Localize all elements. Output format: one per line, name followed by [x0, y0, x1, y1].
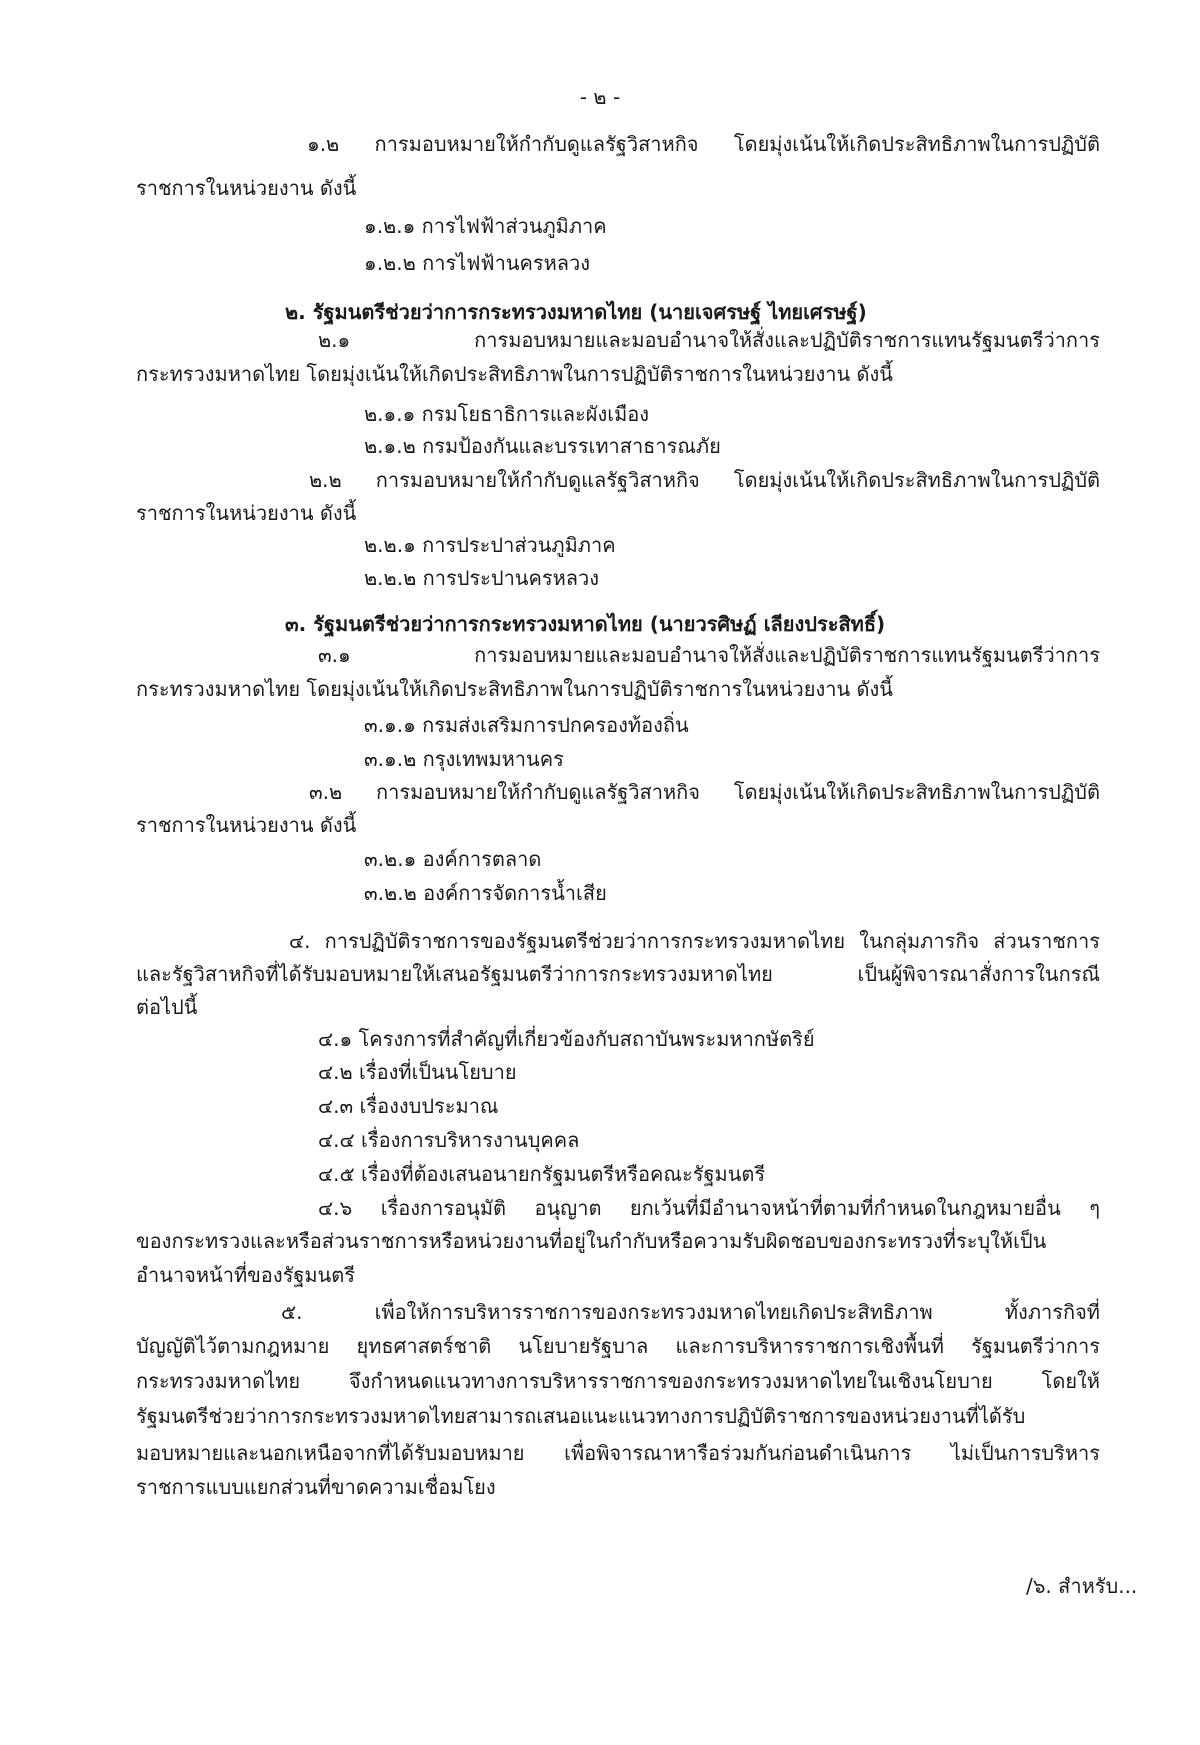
text-line: ต่อไปนี้ [136, 995, 198, 1019]
text-line: ราชการในหน่วยงาน ดังนี้ [136, 501, 357, 525]
text-line: กระทรวงมหาดไทย โดยมุ่งเน้นให้เกิดประสิทธิภาพในการปฏิบัติราชการในหน่วยงาน ดังนี้ [136, 362, 893, 386]
text-line: ๒.๑ การมอบหมายและมอบอำนาจให้สั่งและปฏิบัติราชการแทนรัฐมนตรีว่าการ [318, 328, 1100, 352]
text-line: ๑.๒.๑ การไฟฟ้าส่วนภูมิภาค [364, 214, 607, 238]
text-line: ๑.๒.๒ การไฟฟ้านครหลวง [364, 251, 591, 275]
text-line: ๓.๑.๑ กรมส่งเสริมการปกครองท้องถิ่น [364, 713, 689, 737]
text-line: บัญญัติไว้ตามกฎหมาย ยุทธศาสตร์ชาติ นโยบายรัฐบาล และการบริหารราชการเชิงพื้นที่ รัฐมนตรีว่าการ [136, 1334, 1100, 1358]
text-line: ๔.๖ เรื่องการอนุมัติ อนุญาต ยกเว้นที่มีอำนาจหน้าที่ตามที่กำหนดในกฎหมายอื่น ๆ [318, 1196, 1100, 1220]
text-line: ๔.๒ เรื่องที่เป็นนโยบาย [318, 1060, 517, 1084]
text-line: มอบหมายและนอกเหนือจากที่ได้รับมอบหมาย เพื่อพิจารณาหารือร่วมกันก่อนดำเนินการ ไม่เป็นการบริหาร [136, 1441, 1100, 1465]
text-line: ๕. เพื่อให้การบริหารราชการของกระทรวงมหาดไทยเกิดประสิทธิภาพ ทั้งภารกิจที่ [281, 1300, 1100, 1324]
text-line: กระทรวงมหาดไทย โดยมุ่งเน้นให้เกิดประสิทธิภาพในการปฏิบัติราชการในหน่วยงาน ดังนี้ [136, 677, 893, 701]
text-line: ๒.๑.๑ กรมโยธาธิการและผังเมือง [364, 402, 650, 426]
text-line: ๒.๒.๒ การประปานครหลวง [364, 566, 600, 590]
text-line: ๒.๑.๒ กรมป้องกันและบรรเทาสาธารณภัย [364, 434, 721, 458]
text-line: กระทรวงมหาดไทย จึงกำหนดแนวทางการบริหารราชการของกระทรวงมหาดไทยในเชิงนโยบาย โดยให้ [136, 1369, 1100, 1393]
text-line: ๔.๓ เรื่องงบประมาณ [318, 1094, 499, 1118]
section-heading: ๒. รัฐมนตรีช่วยว่าการกระทรวงมหาดไทย (นายเจศรษฐ์ ไทยเศรษฐ์) [285, 300, 867, 324]
text-line: และรัฐวิสาหกิจที่ได้รับมอบหมายให้เสนอรัฐมนตรีว่าการกระทรวงมหาดไทย เป็นผู้พิจารณาสั่งการในกรณี [136, 962, 1100, 986]
text-line: ราชการในหน่วยงาน ดังนี้ [136, 176, 357, 200]
text-line: ๔.๔ เรื่องการบริหารงานบุคคล [318, 1128, 580, 1152]
page-number: - ๒ - [579, 85, 621, 109]
text-line: ๓.๑ การมอบหมายและมอบอำนาจให้สั่งและปฏิบัติราชการแทนรัฐมนตรีว่าการ [318, 643, 1100, 667]
text-line: ๔.๕ เรื่องที่ต้องเสนอนายกรัฐมนตรีหรือคณะรัฐมนตรี [318, 1162, 766, 1186]
continuation-footer: /๖. สำหรับ... [1026, 1574, 1138, 1598]
text-line: ๓.๒.๑ องค์การตลาด [364, 847, 542, 871]
text-line: รัฐมนตรีช่วยว่าการกระทรวงมหาดไทยสามารถเสนอแนะแนวทางการปฏิบัติราชการของหน่วยงานที่ได้รับ [136, 1404, 1026, 1428]
text-line: ๓.๑.๒ กรุงเทพมหานคร [364, 747, 564, 771]
text-line: ๔. การปฏิบัติราชการของรัฐมนตรีช่วยว่าการกระทรวงมหาดไทย ในกลุ่มภารกิจ ส่วนราชการ [289, 929, 1100, 953]
text-line: ๑.๒ การมอบหมายให้กำกับดูแลรัฐวิสาหกิจ โดยมุ่งเน้นให้เกิดประสิทธิภาพในการปฏิบัติ [307, 132, 1100, 156]
text-line: ราชการแบบแยกส่วนที่ขาดความเชื่อมโยง [136, 1475, 496, 1499]
text-line: ๒.๒.๑ การประปาส่วนภูมิภาค [364, 533, 616, 557]
text-line: ราชการในหน่วยงาน ดังนี้ [136, 813, 357, 837]
text-line: อำนาจหน้าที่ของรัฐมนตรี [136, 1263, 355, 1287]
text-line: ๔.๑ โครงการที่สำคัญที่เกี่ยวข้องกับสถาบันพระมหากษัตริย์ [318, 1027, 815, 1051]
text-line: ๓.๒.๒ องค์การจัดการน้ำเสีย [364, 881, 607, 905]
text-line: ของกระทรวงและหรือส่วนราชการหรือหน่วยงานที่อยู่ในกำกับหรือความรับผิดชอบของกระทรวงที่ระบุให้เป็น [136, 1229, 1047, 1253]
text-line: ๓.๒ การมอบหมายให้กำกับดูแลรัฐวิสาหกิจ โดยมุ่งเน้นให้เกิดประสิทธิภาพในการปฏิบัติ [309, 780, 1100, 804]
section-heading: ๓. รัฐมนตรีช่วยว่าการกระทรวงมหาดไทย (นายวรศิษฏ์ เลียงประสิทธิ์) [285, 612, 886, 636]
text-line: ๒.๒ การมอบหมายให้กำกับดูแลรัฐวิสาหกิจ โดยมุ่งเน้นให้เกิดประสิทธิภาพในการปฏิบัติ [309, 468, 1100, 492]
